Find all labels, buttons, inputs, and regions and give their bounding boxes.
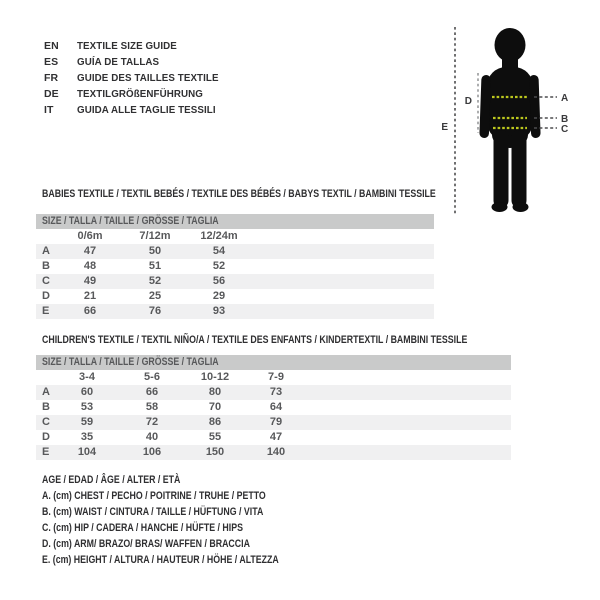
table-cell: 59 xyxy=(80,416,94,428)
language-title: GUIDE DES TAILLES TEXTILE xyxy=(77,72,219,84)
babies-size-header-bar xyxy=(36,214,434,229)
row-letter: E xyxy=(42,305,50,317)
table-row xyxy=(36,400,511,415)
babies-column-header-row xyxy=(36,229,434,244)
table-cell: 29 xyxy=(212,290,226,302)
figure-label-a: A xyxy=(561,93,569,104)
legend-item-arm xyxy=(42,536,338,552)
column-header: 5-6 xyxy=(144,371,160,383)
language-row-it xyxy=(44,102,229,118)
legend-item-text: D. (cm) ARM/ BRAZO/ BRAS/ WAFFEN / BRACCIA xyxy=(42,538,250,550)
figure-label-b: B xyxy=(561,114,569,125)
babies-heading-text: BABIES TEXTILE / TEXTIL BEBÉS / TEXTILE DES BÉBÉS / BABYS TEXTIL / BAMBINI TESSILE xyxy=(42,188,436,200)
size-header-label: SIZE / TALLA / TAILLE / GRÖSSE / TAGLIA xyxy=(42,356,219,368)
row-letter: E xyxy=(42,446,50,458)
column-header: 3-4 xyxy=(79,371,95,383)
table-cell: 51 xyxy=(148,260,162,272)
row-letter: D xyxy=(42,431,50,443)
table-cell: 140 xyxy=(266,446,286,458)
table-row xyxy=(36,445,511,460)
table-cell: 54 xyxy=(212,245,226,257)
table-row xyxy=(36,415,511,430)
table-cell: 21 xyxy=(83,290,97,302)
children-size-header-bar xyxy=(36,355,511,370)
table-cell: 76 xyxy=(148,305,162,317)
children-heading-text: CHILDREN'S TEXTILE / TEXTIL NIÑO/A / TEXTILE DES ENFANTS / KINDERTEXTIL / BAMBINI TESSILE xyxy=(42,334,468,346)
child-silhouette xyxy=(479,28,540,212)
legend-item-text: C. (cm) HIP / CADERA / HANCHE / HÜFTE / HIPS xyxy=(42,522,243,534)
language-title: TEXTILE SIZE GUIDE xyxy=(77,40,177,52)
table-cell: 66 xyxy=(145,386,159,398)
table-cell: 58 xyxy=(145,401,159,413)
table-cell: 150 xyxy=(205,446,225,458)
table-cell: 48 xyxy=(83,260,97,272)
column-header: 10-12 xyxy=(200,371,230,383)
legend-item-text: E. (cm) HEIGHT / ALTURA / HAUTEUR / HÖHE / ALTEZZA xyxy=(42,554,279,566)
children-section-heading xyxy=(42,334,574,346)
table-cell: 60 xyxy=(80,386,94,398)
column-header: 0/6m xyxy=(77,230,103,242)
babies-table-body xyxy=(36,244,434,319)
language-code: FR xyxy=(44,72,59,84)
table-cell: 104 xyxy=(77,446,97,458)
row-letter: C xyxy=(42,275,50,287)
legend-item-text: A. (cm) CHEST / PECHO / POITRINE / TRUHE / PETTO xyxy=(42,490,266,502)
language-code: IT xyxy=(44,104,54,116)
measurement-legend xyxy=(42,472,338,568)
table-cell: 55 xyxy=(208,431,222,443)
language-code: EN xyxy=(44,40,59,52)
children-table-body xyxy=(36,385,511,460)
figure-label-c: C xyxy=(561,124,569,135)
language-row-fr xyxy=(44,70,229,86)
row-letter: D xyxy=(42,290,50,302)
corner-cell xyxy=(36,229,60,244)
table-row xyxy=(36,385,511,400)
column-header: 7-9 xyxy=(268,371,284,383)
table-cell: 52 xyxy=(212,260,226,272)
table-cell: 79 xyxy=(269,416,283,428)
language-row-de xyxy=(44,86,229,102)
corner-cell xyxy=(36,370,60,385)
column-header: 7/12m xyxy=(139,230,171,242)
figure-label-e: E xyxy=(441,122,448,133)
size-header-label: SIZE / TALLA / TAILLE / GRÖSSE / TAGLIA xyxy=(42,215,219,227)
language-row-en xyxy=(44,38,229,54)
babies-section-heading xyxy=(42,188,534,200)
table-cell: 53 xyxy=(80,401,94,413)
table-cell: 106 xyxy=(142,446,162,458)
language-code: ES xyxy=(44,56,59,68)
table-cell: 40 xyxy=(145,431,159,443)
table-cell: 49 xyxy=(83,275,97,287)
legend-item-height xyxy=(42,552,338,568)
children-size-table xyxy=(36,355,511,460)
table-cell: 70 xyxy=(208,401,222,413)
table-row xyxy=(36,430,511,445)
table-row xyxy=(36,274,434,289)
legend-item-text: B. (cm) WAIST / CINTURA / TAILLE / HÜFTUNG / VITA xyxy=(42,506,264,518)
legend-item-hip xyxy=(42,520,338,536)
language-title: GUIDA ALLE TAGLIE TESSILI xyxy=(77,104,216,116)
figure-label-d: D xyxy=(464,96,472,107)
table-cell: 35 xyxy=(80,431,94,443)
language-title-list xyxy=(44,38,229,118)
table-cell: 52 xyxy=(148,275,162,287)
table-cell: 66 xyxy=(83,305,97,317)
table-cell: 25 xyxy=(148,290,162,302)
language-code: DE xyxy=(44,88,59,100)
column-header: 12/24m xyxy=(200,230,238,242)
table-cell: 56 xyxy=(212,275,226,287)
row-letter: A xyxy=(42,386,50,398)
language-title: GUÍA DE TALLAS xyxy=(77,56,160,68)
table-cell: 47 xyxy=(269,431,283,443)
table-row xyxy=(36,304,434,319)
table-cell: 86 xyxy=(208,416,222,428)
table-row xyxy=(36,289,434,304)
table-row xyxy=(36,259,434,274)
legend-title: AGE / EDAD / ÂGE / ALTER / ETÀ xyxy=(42,474,181,486)
row-letter: B xyxy=(42,260,50,272)
legend-title-row xyxy=(42,472,338,488)
language-title: TEXTILGRÖßENFÜHRUNG xyxy=(77,88,204,100)
table-cell: 64 xyxy=(269,401,283,413)
row-letter: C xyxy=(42,416,50,428)
table-row xyxy=(36,244,434,259)
babies-size-table xyxy=(36,214,434,319)
row-letter: B xyxy=(42,401,50,413)
table-cell: 50 xyxy=(148,245,162,257)
row-letter: A xyxy=(42,245,50,257)
table-cell: 47 xyxy=(83,245,97,257)
table-cell: 93 xyxy=(212,305,226,317)
table-cell: 72 xyxy=(145,416,159,428)
table-cell: 80 xyxy=(208,386,222,398)
table-cell: 73 xyxy=(269,386,283,398)
language-row-es xyxy=(44,54,229,70)
legend-item-chest xyxy=(42,488,338,504)
children-column-header-row xyxy=(36,370,511,385)
legend-item-waist xyxy=(42,504,338,520)
